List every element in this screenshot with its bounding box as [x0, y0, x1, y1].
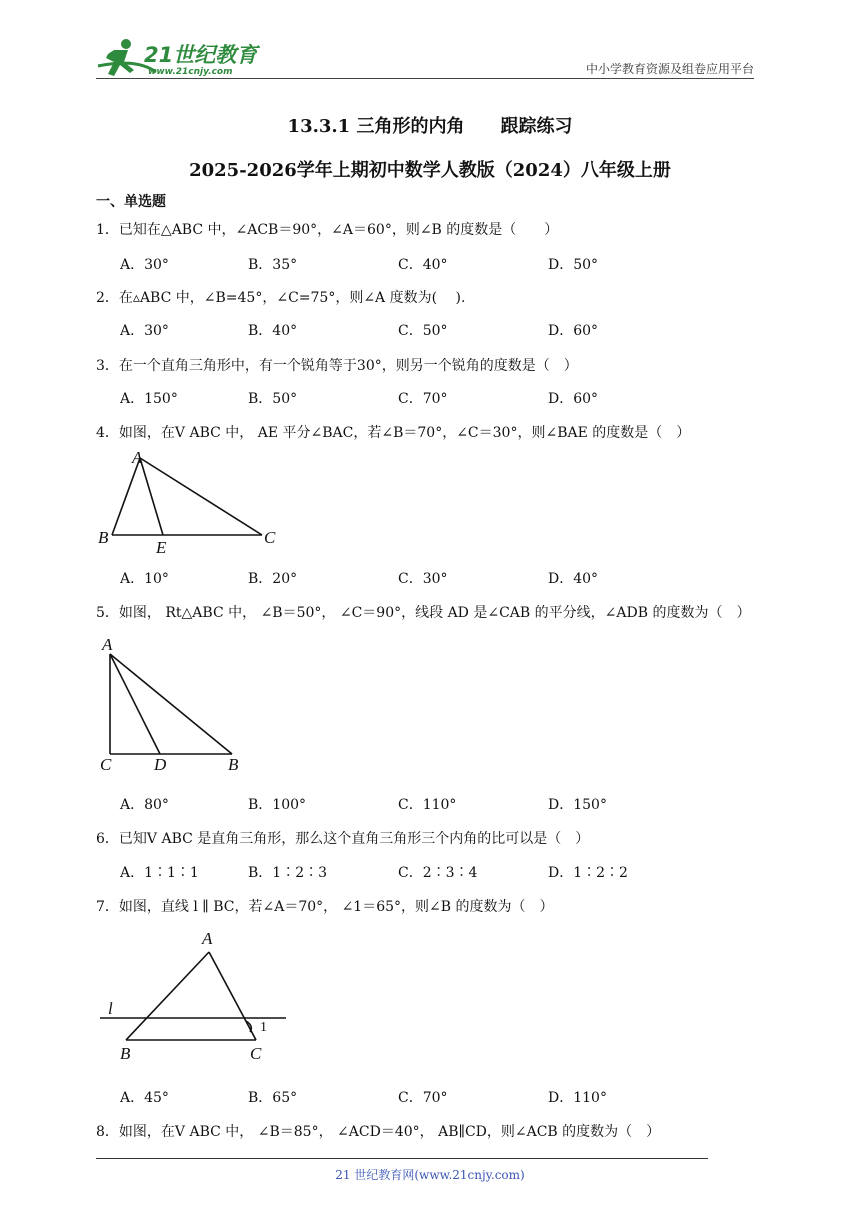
- label-a: A: [102, 635, 113, 654]
- footer-divider: [96, 1158, 708, 1159]
- section-heading: 一、单选题: [96, 194, 166, 210]
- option-c[interactable]: C．70°: [398, 1090, 448, 1106]
- option-c[interactable]: C．30°: [398, 571, 448, 587]
- option-d[interactable]: D．1∶2∶2: [548, 865, 628, 881]
- option-b[interactable]: B．65°: [248, 1090, 298, 1106]
- question-text: 已知V ABC 是直角三角形，那么这个直角三角形三个内角的比可以是（ ）: [118, 831, 590, 847]
- question-text: 如图，在V ABC 中， AE 平分∠BAC，若∠B＝70°，∠C＝30°，则∠BAE 的度数是（ ）: [118, 425, 691, 441]
- footer-link[interactable]: 21 世纪教育网(www.21cnjy.com): [335, 1168, 525, 1182]
- question-text: 如图，直线 l ∥ BC，若∠A＝70°， ∠1＝65°，则∠B 的度数为（ ）: [118, 899, 554, 915]
- label-c: C: [264, 528, 276, 547]
- option-d[interactable]: D．110°: [548, 1090, 607, 1106]
- brand-logo: [96, 36, 266, 80]
- question-number: 3．: [96, 358, 119, 374]
- page-title: [0, 112, 860, 138]
- header-platform-text: 中小学教育资源及组卷应用平台: [585, 62, 754, 76]
- label-c: C: [250, 1044, 262, 1063]
- option-a[interactable]: A．30°: [120, 257, 169, 273]
- question-1: [96, 219, 558, 239]
- option-c[interactable]: C．40°: [398, 257, 448, 273]
- triangle-figure-q7: [96, 928, 296, 1068]
- label-angle-1: 1: [260, 1020, 267, 1035]
- question-text: 已知在△ABC 中，∠ACB＝90°，∠A＝60°，则∠B 的度数是（ ）: [118, 222, 559, 238]
- question-3: [96, 355, 578, 375]
- option-a[interactable]: A．10°: [120, 571, 169, 587]
- label-b: B: [98, 528, 109, 547]
- logo-text: 21世纪教育: [144, 43, 258, 67]
- label-e: E: [156, 538, 167, 556]
- option-b[interactable]: B．50°: [248, 391, 298, 407]
- option-b[interactable]: B．35°: [248, 257, 298, 273]
- label-l: l: [108, 999, 113, 1018]
- label-d: D: [154, 755, 167, 774]
- triangle-figure-q4: [96, 446, 296, 556]
- option-d[interactable]: D．150°: [548, 797, 607, 813]
- triangle-figure-q5: [96, 634, 256, 776]
- header-divider: [96, 78, 754, 79]
- question-number: 4．: [96, 425, 119, 441]
- question-text: 在一个直角三角形中，有一个锐角等于30°，则另一个锐角的度数是（ ）: [118, 358, 578, 374]
- option-b[interactable]: B．20°: [248, 571, 298, 587]
- label-b: B: [120, 1044, 131, 1063]
- title-lesson: 13.3.1 三角形的内角: [287, 116, 465, 137]
- question-8: [96, 1121, 660, 1141]
- option-d[interactable]: D．50°: [548, 257, 599, 273]
- page-subtitle: 2025-2026学年上期初中数学人教版（2024）八年级上册: [189, 160, 671, 181]
- question-number: 1．: [96, 222, 119, 238]
- question-number: 6．: [96, 831, 119, 847]
- option-d[interactable]: D．60°: [548, 323, 599, 339]
- question-number: 2．: [96, 290, 119, 306]
- option-d[interactable]: D．60°: [548, 391, 599, 407]
- option-c[interactable]: C．110°: [398, 797, 457, 813]
- option-d[interactable]: D．40°: [548, 571, 599, 587]
- question-text: 如图， Rt△ABC 中， ∠B＝50°， ∠C＝90°，线段 AD 是∠CAB 的平分线，∠ADB 的度数为（ ）: [118, 605, 751, 621]
- label-b: B: [228, 755, 239, 774]
- question-6: [96, 828, 589, 848]
- label-a: A: [132, 448, 143, 467]
- question-number: 8．: [96, 1124, 119, 1140]
- question-5: [96, 602, 750, 622]
- option-a[interactable]: A．1∶1∶1: [120, 865, 199, 881]
- option-a[interactable]: A．80°: [120, 797, 169, 813]
- question-text: 如图，在V ABC 中， ∠B＝85°， ∠ACD＝40°， AB∥CD，则∠ACB 的度数为（ ）: [118, 1124, 661, 1140]
- option-b[interactable]: B．100°: [248, 797, 307, 813]
- title-practice: 跟踪练习: [500, 116, 573, 137]
- question-number: 5．: [96, 605, 119, 621]
- option-b[interactable]: B．1∶2∶3: [248, 865, 328, 881]
- option-c[interactable]: C．50°: [398, 323, 448, 339]
- label-c: C: [100, 755, 112, 774]
- question-4: [96, 422, 690, 442]
- option-a[interactable]: A．45°: [120, 1090, 169, 1106]
- label-a: A: [202, 929, 213, 948]
- logo-url: www.21cnjy.com: [148, 67, 233, 77]
- question-text: 在▵ABC 中，∠B=45°，∠C=75°，则∠A 度数为( ).: [118, 290, 466, 306]
- option-a[interactable]: A．30°: [120, 323, 169, 339]
- question-number: 7．: [96, 899, 119, 915]
- option-c[interactable]: C．70°: [398, 391, 448, 407]
- option-b[interactable]: B．40°: [248, 323, 298, 339]
- option-a[interactable]: A．150°: [120, 391, 178, 407]
- option-c[interactable]: C．2∶3∶4: [398, 865, 478, 881]
- question-2: [96, 287, 465, 307]
- question-7: [96, 896, 554, 916]
